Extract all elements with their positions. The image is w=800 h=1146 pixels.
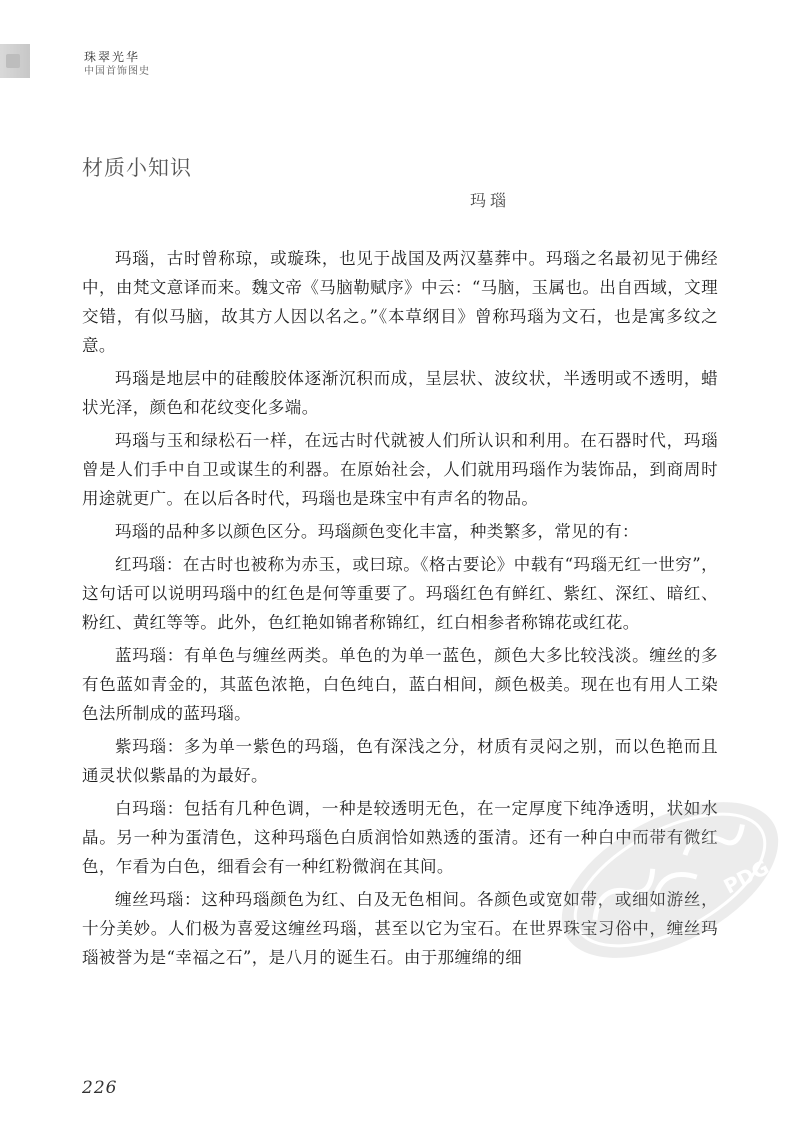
paragraph: 玛瑙的品种多以颜色区分。玛瑙颜色变化丰富，种类繁多，常见的有：	[115, 522, 639, 541]
paragraph: 紫玛瑙：多为单一紫色的玛瑙，色有深浅之分，材质有灵闷之别，而以色艳而且通灵状似紫晶的为最好。	[82, 737, 718, 785]
paragraph: 白玛瑙：包括有几种色调，一种是较透明无色，在一定厚度下纯净透明，状如水晶。另一种为蛋清色，这种玛瑙色白质润恰如熟透的蛋清。还有一种白中而带有微红色，乍看为白色，细看会有一种红粉微润在其间。	[82, 799, 718, 876]
paragraph: 蓝玛瑙：有单色与缠丝两类。单色的为单一蓝色，颜色大多比较浅淡。缠丝的多有色蓝如青金的，其蓝色浓艳，白色纯白，蓝白相间，颜色极美。现在也有用人工染色法所制成的蓝玛瑙。	[82, 646, 718, 723]
corner-thumb-tab	[0, 44, 30, 78]
book-subtitle: 中国首饰图史	[84, 66, 150, 78]
paragraph: 玛瑙是地层中的硅酸胶体逐渐沉积而成，呈层状、波纹状，半透明或不透明，蜡状光泽，颜色和花纹变化多端。	[82, 369, 718, 417]
article-title: 玛瑙	[469, 191, 510, 210]
pdg-watermark-seal	[545, 770, 795, 990]
running-head	[84, 50, 150, 78]
paragraph: 玛瑙，古时曾称琼，或璇珠，也见于战国及两汉墓葬中。玛瑙之名最初见于佛经中，由梵文意译而来。魏文帝《马脑勒赋序》中云：“马脑，玉属也。出自西域，文理交错，有似马脑，故其方人因以名之。”《本草纲目》曾称玛瑙为文石，也是寓多纹之意。	[82, 249, 718, 355]
book-title: 珠翠光华	[84, 50, 141, 64]
page-number: 226	[82, 1078, 118, 1098]
paragraph: 红玛瑙：在古时也被称为赤玉，或曰琼。《格古要论》中载有“玛瑙无红一世穷”，这句话可以说明玛瑙中的红色是何等重要了。玛瑙红色有鲜红、紫红、深红、暗红、粉红、黄红等等。此外，色红艳如锦者称锦红，红白相参者称锦花或红花。	[82, 555, 718, 632]
watermark-label: PDG	[719, 855, 773, 899]
paragraph: 玛瑙与玉和绿松石一样，在远古时代就被人们所认识和利用。在石器时代，玛瑙曾是人们手中自卫或谋生的利器。在原始社会，人们就用玛瑙作为装饰品，到商周时用途就更广。在以后各时代，玛瑙也是珠宝中有声名的物品。	[82, 431, 718, 508]
paragraph: 缠丝玛瑙：这种玛瑙颜色为红、白及无色相间。各颜色或宽如带，或细如游丝，十分美妙。人们极为喜爱这缠丝玛瑙，甚至以它为宝石。在世界珠宝习俗中，缠丝玛瑙被誉为是“幸福之石”，是八月的诞生石。由于那缠绵的细	[82, 890, 718, 967]
section-label: 材质小知识	[82, 156, 192, 180]
